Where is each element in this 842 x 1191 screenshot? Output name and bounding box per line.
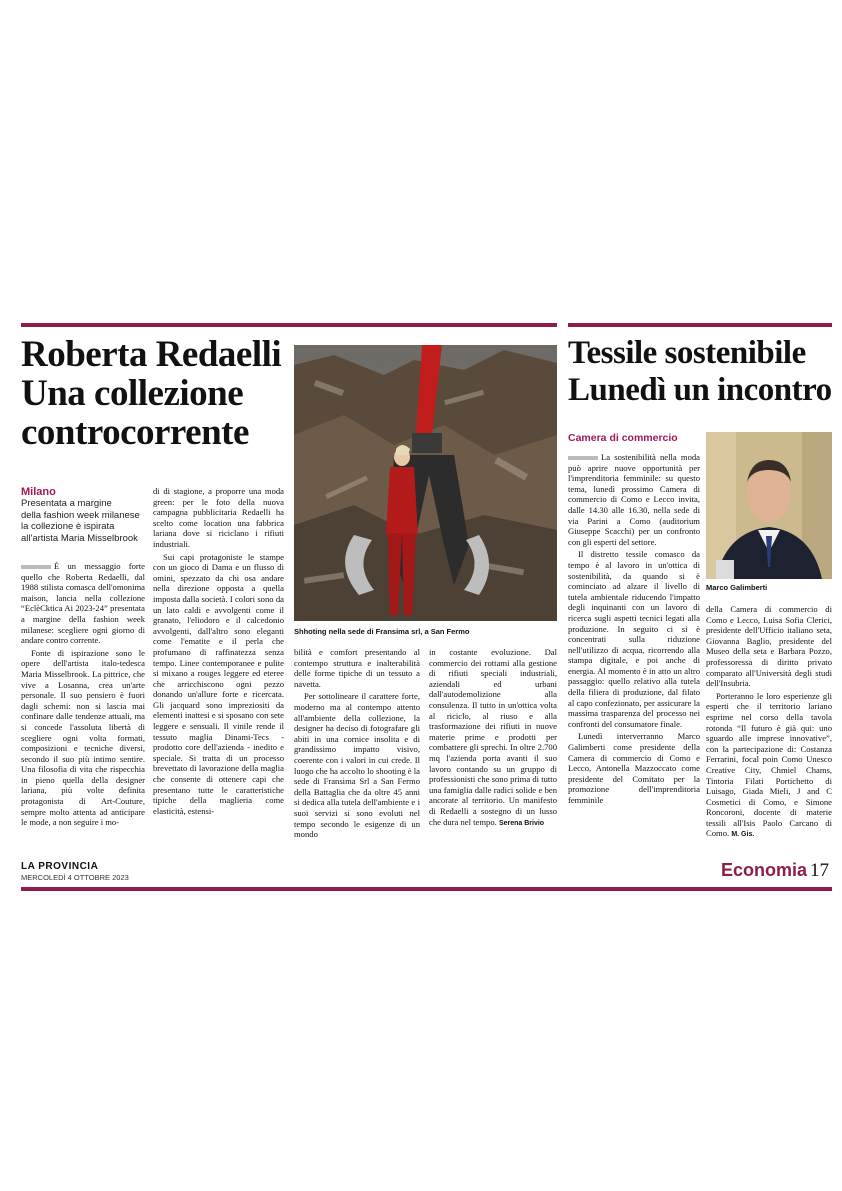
subhead-line: della fashion week milanese (21, 509, 140, 521)
portrait-photo (706, 432, 832, 579)
paragraph: Lunedì interverranno Marco Galimberti come presidente della Camera di commercio di Como e Lecco, Antonella Mazzoccato come presidente del Comitato per la promozione dell'imprenditoria femminile (568, 731, 700, 805)
paragraph: Il distretto tessile comasco da tempo è al lavoro in un'ottica di sostenibilità, da quando si è cominciato ad alzare il livello di tutela ambientale riducendo l'impatto degli inquinanti con un lavoro di ricerca sugli aspetti tecnici legati alla produzione. In seguito ci si è concentrati sulla riduzione nell'utilizzo di acqua, ricorrendo alla stampa digitale, e poi anche di energia. Al momento è in atto un altro passaggio: quello relativo alla tutela della filiera di produzione, dal filato al capo confezionato, per assicurare la massima trasparenza del processo nei confronti del consumatore finale. (568, 549, 700, 729)
lead-marker (568, 456, 598, 460)
paragraph: È un messaggio forte quello che Roberta Redaelli, dal 1988 stilista comasca dell'omonima maison, lancia nella collezione “EclèCktica Ai 2023-24” presentata a margine della fashion week milanese: scegliere ogni giorno di andare contro corrente. (21, 561, 145, 646)
paragraph: Fonte di ispirazione sono le opere dell'artista italo-tedesca Maria Misselbrook. La pittrice, che vive a Losanna, crea un'arte personale. Il suo pensiero è fuori dagli schemi: non si lascia mai confinare dalle tendenze attuali, ma si concede l'assoluta libertà di scegliere ogni volta formati, composizioni e tecniche diversi, secondo il suo più intimo sentire. Una filosofia di vita che rispecchia in pieno quella della designer lariana, più volte definita protagonista di Art-Couture, sempre molto attenta ad anticipare le mode, a non seguire i mo- (21, 647, 145, 828)
left-article-column-2 (153, 486, 284, 818)
subhead-line: Presentata a margine (21, 498, 112, 509)
issue-date: MERCOLEDÌ 4 OTTOBRE 2023 (21, 873, 129, 882)
headline-line: Una collezione (21, 373, 244, 414)
headline-line: Lunedì un incontro (568, 372, 832, 408)
paragraph: Sui capi protagoniste le stampe con un gioco di Dama e un flusso di omini, spezzato da chi osa andare nella direzione opposta a quella imposta dalla società. I colori sono da un lato caldi e avvolgenti come il granato, l'eliodoro e il calcedonio avvolgenti, dall'altro sono eleganti come l'ematite e il perla che profumano di raffinatezza senza tempo. Linee contemporanee e pulite si mixano a rouges leggere ed eteree che arricchiscono ogni pezzo donando un'allure forte e ricercata. Gli jacquard sono impreziositi da elementi inattesi e si sposano con sete leggere e sensuali. Il vinile rende il tessuto maglia Dinami-Tecs - prodotto core dell'azienda - inedito e speciale. Si tratta di un processo brevettato di lavorazione della maglia che consente di ottenere capi che presentano tutte le caratteristiche tipiche della maglieria come elasticità, estensi- (153, 551, 284, 816)
headline-line: Roberta Redaelli (21, 334, 282, 375)
scrapyard-photo (294, 345, 557, 621)
left-subhead (21, 498, 151, 544)
left-article-column-4 (429, 647, 557, 831)
left-photo-caption: Shhoting nella sede di Fransima srl, a San Fermo (294, 627, 470, 636)
paragraph: di di stagione, a proporre una moda green: per le foto della nuova campagna pubblicitaria Redaelli ha scelto come location una fabbrica lariana dove si riciclano i rifiuti industriali. (153, 486, 284, 549)
section-name: Economia (721, 860, 808, 880)
right-article-column-1 (568, 452, 700, 808)
page-number: 17 (810, 860, 829, 881)
right-kicker: Camera di commercio (568, 432, 678, 444)
author-signature: M. Gis. (731, 831, 755, 839)
top-rule-right (568, 323, 832, 327)
headline-line: controcorrente (21, 412, 249, 453)
paragraph: La sostenibilità nella moda può aprire nuove opportunità per l'imprenditoria femminile: su questo tema, lunedì prossimo Camera di commercio di Como e Lecco invita, dalle 14.30 alle 16.30, nella sede di via Parini a Como (auditorium Giuseppe Scacchi) per un confronto con gli esperti del settore. (568, 452, 700, 547)
footer-rule (21, 887, 832, 891)
left-article-column-3 (294, 647, 420, 842)
headline-line: Tessile sostenibile (568, 335, 806, 371)
subhead-line: all'artista Maria Misselbrook (21, 532, 138, 544)
left-headline (21, 335, 301, 452)
top-rule-left (21, 323, 557, 327)
left-article-column-1 (21, 561, 145, 830)
left-kicker: Milano (21, 486, 56, 498)
scrapyard-photo-drawing (294, 345, 557, 621)
right-photo-caption: Marco Galimberti (706, 583, 768, 592)
subhead-line: la collezione è ispirata (21, 521, 115, 532)
paragraph: della Camera di commercio di Como e Lecco, Luisa Sofia Clerici, presidente dell'Ufficio italiano seta, Giovanna Baglio, presidente del Museo della seta e Barbara Pozzo, professoressa di diritto privato comparato all'Università degli studi dell'Insubria. (706, 604, 832, 689)
newspaper-name: LA PROVINCIA (21, 861, 99, 872)
right-headline (568, 335, 832, 409)
right-article-column-2 (706, 604, 832, 843)
portrait-drawing (706, 432, 832, 579)
paragraph: bilità e comfort presentando al contempo struttura e inalterabilità delle forme tipiche di un tessuto a navetta. (294, 647, 420, 689)
lead-marker (21, 565, 51, 569)
paragraph: Per sottolineare il carattere forte, moderno ma al contempo attento all'ambiente della collezione, la designer ha deciso di fotografare gli abiti in una cornice insolita e di grandissimo impatto visivo, coerente con i valori in cui crede. Il luogo che ha accolto lo shooting è la sede di Fransima Srl a San Fermo della Battaglia che da oltre 45 anni si dedica alla tutela dell'ambiente e i suoi servizi si sono evoluti nel tempo secondo le esigenze di un mondo (294, 691, 420, 840)
author-signature: Serena Brivio (498, 819, 545, 827)
paragraph: in costante evoluzione. Dal commercio dei rottami alla gestione di rifiuti speciali industriali, aziendali ed urbani dall'autodemolizione alla consulenza. Il tutto in un'ottica volta al riciclo, al riuso e alla trasformazione dei rifiuti in nuove materie prime e prodotti per combattere gli sprechi. In oltre 2.700 mq l'azienda porta avanti il suo lavoro contando su un gruppo di professionisti che sono prima di tutto una famiglia dalle radici solide e ben ancorate al territorio. Un manifesto di Redaelli a sostegno di un lusso che dura nel tempo. (429, 647, 557, 827)
paragraph: Porteranno le loro esperienze gli esperti che il territorio lariano esprime nel corso della tavola rotonda “Il futuro è già qui: uno sguardo alle imprese innovative”, con la partecipazione di: Costanza Ferrarini, focal poin Como Unesco Creative City, Chmiel Chams, Tintoria Filati Portichetto di Luisago, Giada Mieli, J and C Cosmetici di Como, e Simone Roncoroni, docente di materie tessili all'Isis Paolo Carcano di Como. (706, 690, 832, 839)
